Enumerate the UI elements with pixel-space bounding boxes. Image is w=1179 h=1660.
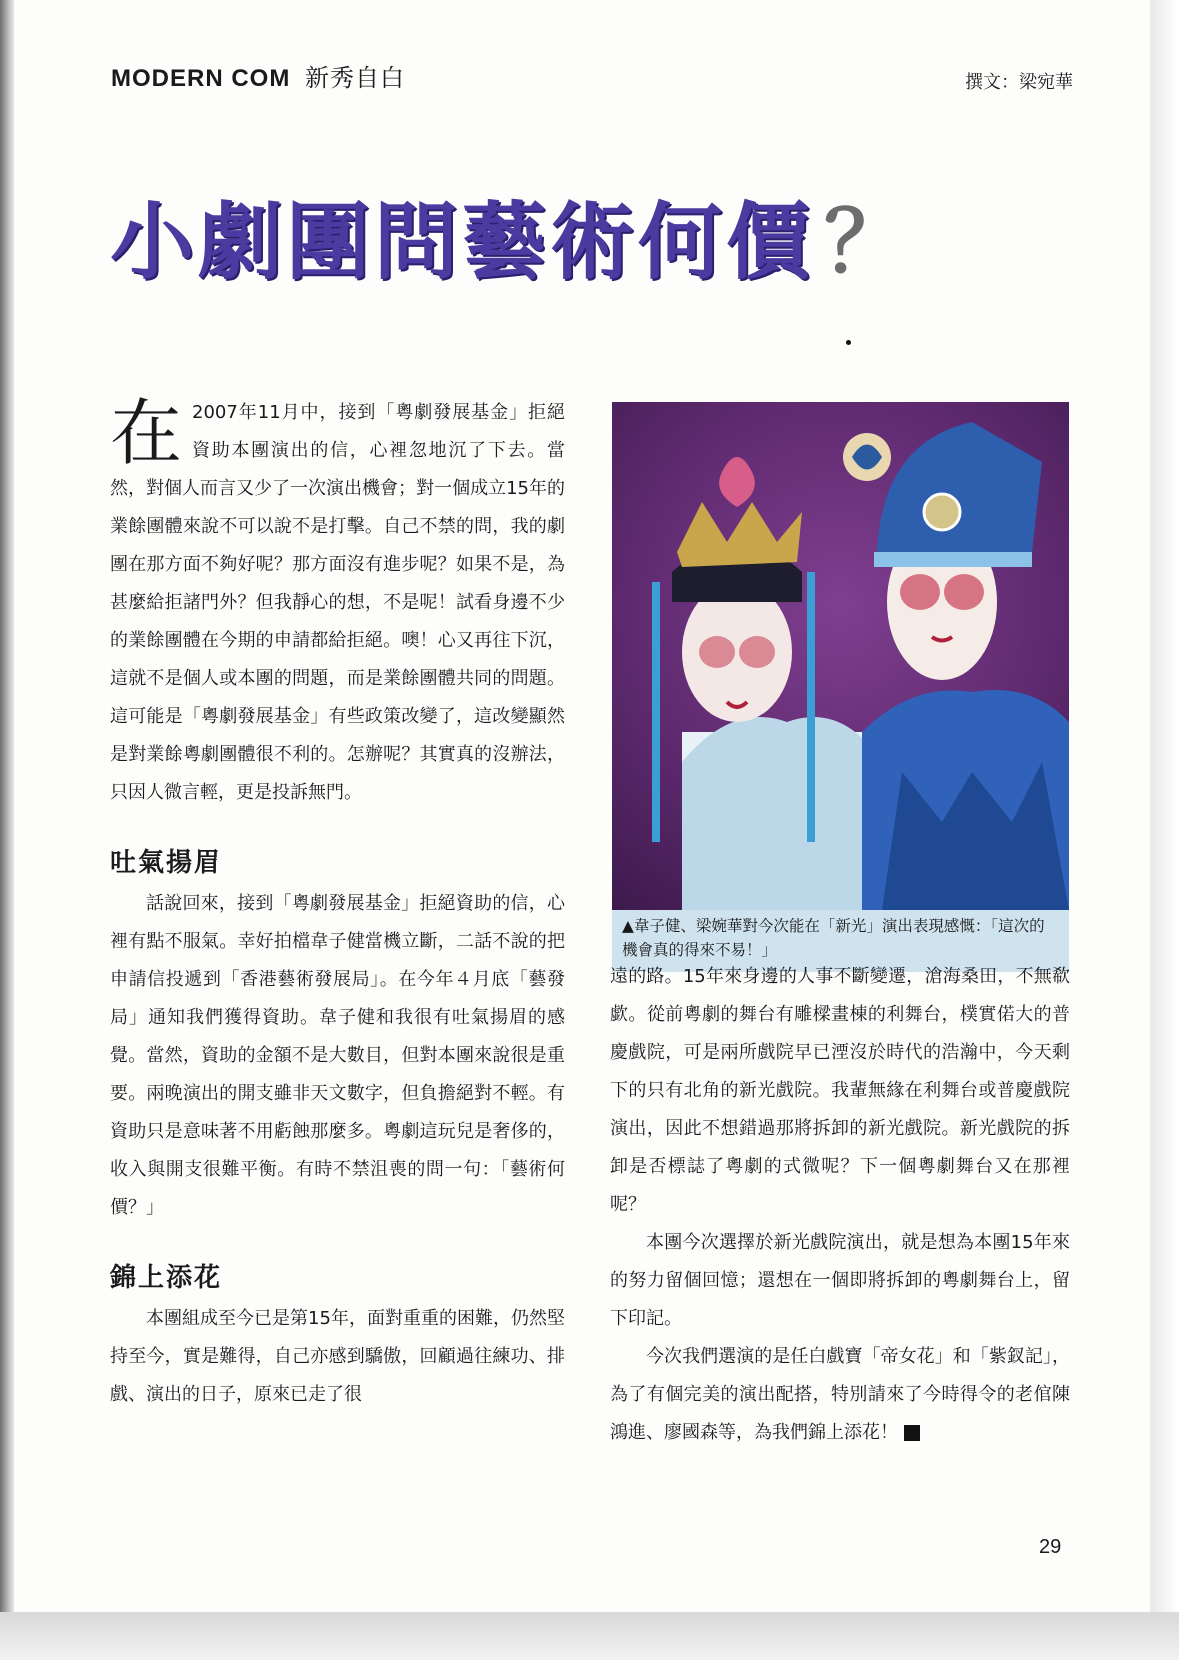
intro-paragraph: [110, 391, 565, 812]
left-column: [110, 391, 565, 1414]
scan-bottom-edge: [0, 1612, 1179, 1660]
author-credit: 撰文：梁宛華: [965, 72, 1073, 93]
article-title: [110, 175, 912, 296]
title-question-mark: ？: [824, 193, 913, 291]
scan-left-edge: [0, 0, 14, 1660]
right-column: [610, 958, 1070, 1452]
section-heading-1: 吐氣揚眉: [110, 848, 223, 878]
brand-name: MODERN COM: [111, 65, 291, 92]
drop-cap: 在: [110, 391, 183, 475]
section2-paragraph-2: 本團今次選擇於新光戲院演出，就是想為本團15年來的努力留個回憶；還想在一個即將拆卸的粵劇舞台上，留下印記。: [610, 1232, 1070, 1329]
scan-right-edge: [1150, 0, 1179, 1660]
magazine-header: [111, 58, 405, 93]
photo-caption: ▲韋子健、梁婉華對今次能在「新光」演出表現感慨：「這次的機會真的得來不易！」: [612, 910, 1069, 972]
section2-paragraph-start: 本團組成至今已是第15年，面對重重的困難，仍然堅持至今，實是難得，自己亦感到驕傲，回顧過往練功、排戲、演出的日子，原來已走了很: [110, 1308, 565, 1405]
section-heading-2: 錦上添花: [110, 1263, 223, 1293]
section1-paragraph: 話說回來，接到「粵劇發展基金」拒絕資助的信，心裡有點不服氣。幸好拍檔韋子健當機立斷，二話不說的把申請信投遞到「香港藝術發展局」。在今年４月底「藝發局」通知我們獲得資助。韋子健和我很有吐氣揚眉的感覺。當然，資助的金額不是大數目，但對本團來說很是重要。兩晚演出的開支雖非天文數字，但負擔絕對不輕。有資助只是意味著不用虧蝕那麼多。粵劇這玩兒是奢侈的，收入與開支很難平衡。有時不禁沮喪的問一句：「藝術何價？」: [110, 893, 565, 1218]
opera-performers-photo: [612, 402, 1069, 910]
page-number: 29: [1039, 1536, 1062, 1558]
section2-paragraph-3: [610, 1338, 1070, 1452]
column-name: 新秀自白: [304, 64, 405, 92]
stray-dot: [846, 340, 851, 345]
photo-illustration: [612, 402, 1069, 910]
intro-text: 2007年11月中，接到「粵劇發展基金」拒絕資助本團演出的信，心裡忽地沉了下去。當然，對個人而言又少了一次演出機會；對一個成立15年的業餘團體來說不可以說不是打擊。自己不禁的問，我的劇團在那方面不夠好呢？那方面沒有進步呢？如果不是，為甚麼給拒諸門外？但我靜心的想，不是呢！試看身邊不少的業餘團體在今期的申請都給拒絕。噢！心又再往下沉，這就不是個人或本團的問題，而是業餘團體共同的問題。這可能是「粵劇發展基金」有些政策改變了，這改變顯然是對業餘粵劇團體很不利的。怎辦呢？其實真的沒辦法，只因人微言輕，更是投訴無門。: [110, 402, 565, 803]
section2-paragraph-3-text: 今次我們選演的是任白戲寶「帝女花」和「紫釵記」，為了有個完美的演出配搭，特別請來了今時得令的老倌陳鴻進、廖國森等，為我們錦上添花！: [610, 1346, 1070, 1443]
end-mark-icon: M: [904, 1425, 920, 1441]
title-text: 小劇團問藝術何價: [110, 193, 815, 291]
section2-paragraph-continued: 遠的路。15年來身邊的人事不斷變遷，滄海桑田，不無欷歔。從前粵劇的舞台有雕樑畫棟的利舞台，樸實偌大的普慶戲院，可是兩所戲院早已湮沒於時代的浩瀚中，今天剩下的只有北角的新光戲院。我輩無緣在利舞台或普慶戲院演出，因此不想錯過那將拆卸的新光戲院。新光戲院的拆卸是否標誌了粵劇的式微呢？下一個粵劇舞台又在那裡呢？: [610, 966, 1070, 1215]
